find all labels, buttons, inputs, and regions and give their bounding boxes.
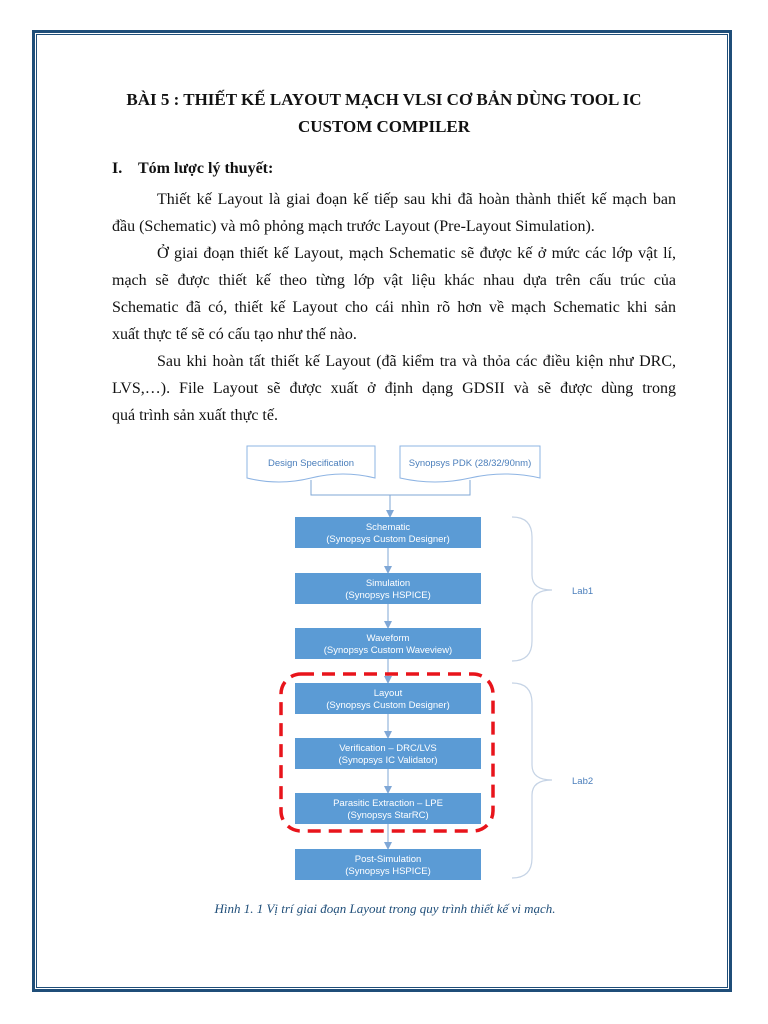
section-number: I.	[112, 160, 123, 177]
flow-step	[295, 793, 481, 824]
step-tool: (Synopsys IC Validator)	[338, 755, 438, 766]
input-connector	[311, 480, 470, 514]
step-tool: (Synopsys Custom Designer)	[326, 534, 450, 545]
paragraph-line: Sau khi hoàn tất thiết kế Layout (đã kiểm tra và thỏa các điều kiện như DRC,	[157, 353, 676, 370]
flow-step	[295, 849, 481, 880]
document-title-line1: BÀI 5 : THIẾT KẾ LAYOUT MẠCH VLSI CƠ BẢN DÙNG TOOL IC	[126, 90, 642, 109]
step-tool: (Synopsys HSPICE)	[345, 866, 431, 877]
paragraph-line: Thiết kế Layout là giai đoạn kế tiếp sau khi đã hoàn thành thiết kế mạch ban	[157, 191, 676, 208]
step-label: Layout	[373, 688, 403, 699]
paragraph-line: xuất thực tế sẽ có cấu tạo như thế nào.	[112, 326, 357, 343]
input-label: Synopsys PDK (28/32/90nm)	[408, 458, 532, 469]
step-tool: (Synopsys Custom Waveview)	[323, 645, 453, 656]
group-bracket-lab2	[512, 683, 552, 878]
paragraph-line: LVS,…). File Layout sẽ được xuất ở định dạng GDSII và sẽ được dùng trong	[112, 380, 676, 397]
flow-step	[295, 683, 481, 714]
group-label-lab1: Lab1	[572, 586, 594, 597]
step-tool: (Synopsys StarRC)	[347, 810, 429, 821]
flow-step	[295, 738, 481, 769]
step-tool: (Synopsys HSPICE)	[345, 590, 431, 601]
flow-step	[295, 573, 481, 604]
section-heading-text: Tóm lược lý thuyết:	[138, 160, 274, 177]
group-label-lab2: Lab2	[572, 776, 594, 787]
figure-caption: Hình 1. 1 Vị trí giai đoạn Layout trong quy trình thiết kế vi mạch.	[214, 901, 556, 916]
flow-step	[295, 517, 481, 548]
paragraph-line: Schematic đã có, thiết kế Layout cho cái nhìn rõ hơn về mạch Schematic khi sản	[112, 299, 676, 316]
paragraph-line: mạch sẽ được thiết kế theo từng lớp vật liệu khác nhau dựa trên cấu trúc của	[112, 272, 676, 289]
group-bracket-lab1	[512, 517, 552, 661]
step-label: Post-Simulation	[354, 854, 422, 865]
step-tool: (Synopsys Custom Designer)	[326, 700, 450, 711]
input-label: Design Specification	[267, 458, 355, 469]
step-label: Schematic	[365, 522, 411, 533]
paragraph-line: đầu (Schematic) và mô phỏng mạch trước Layout (Pre-Layout Simulation).	[112, 218, 595, 235]
paragraph-line: quá trình sản xuất thực tế.	[112, 407, 278, 424]
step-label: Simulation	[365, 578, 411, 589]
step-label: Waveform	[366, 633, 410, 644]
flow-step	[295, 628, 481, 659]
step-label: Verification – DRC/LVS	[339, 743, 437, 754]
paragraph-line: Ở giai đoạn thiết kế Layout, mạch Schematic sẽ được kế ở mức các lớp vật lí,	[157, 245, 676, 262]
step-label: Parasitic Extraction – LPE	[333, 798, 443, 809]
document-title-line2: CUSTOM COMPILER	[297, 117, 471, 136]
